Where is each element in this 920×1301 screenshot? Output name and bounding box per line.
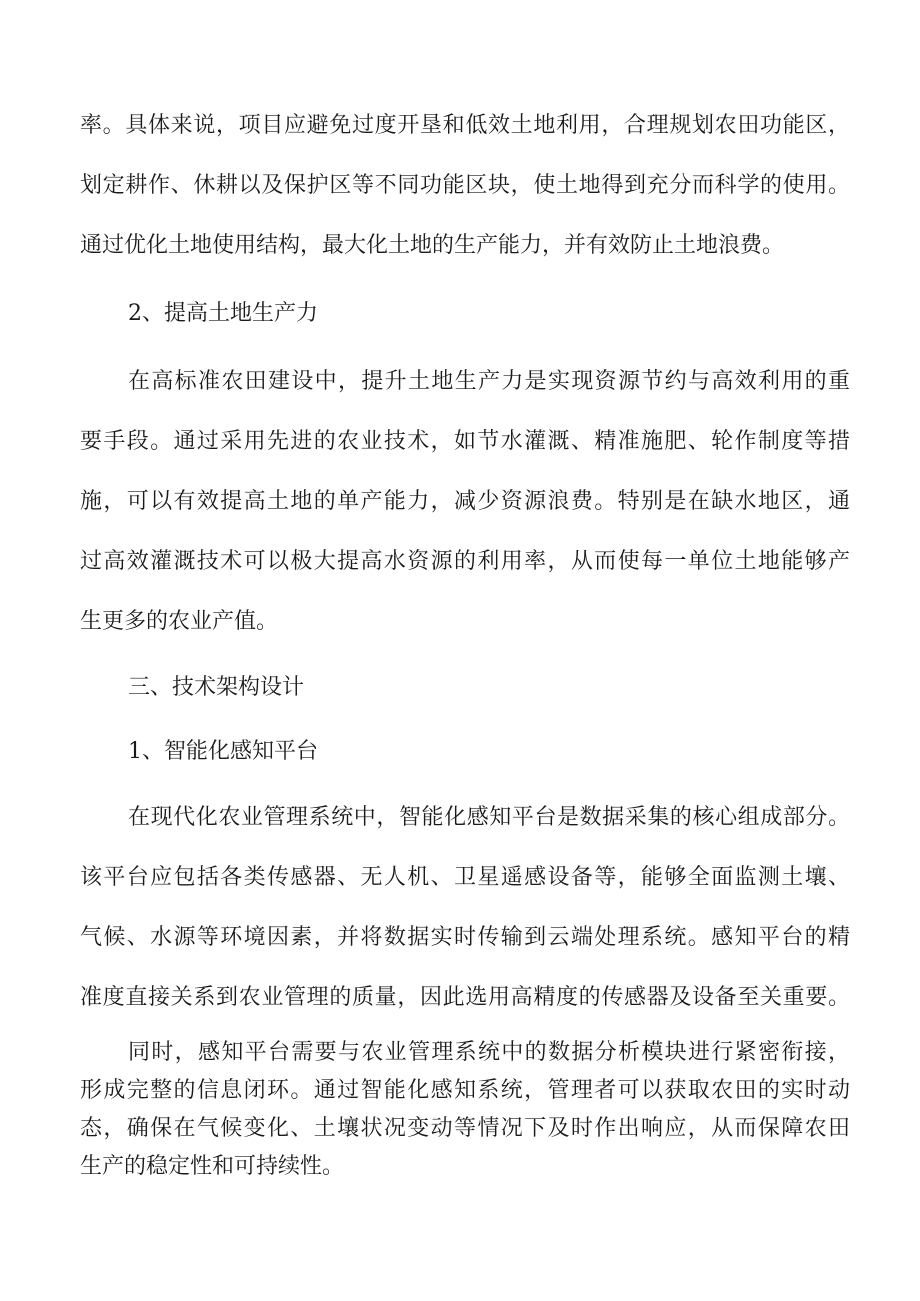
- text-line: 形成完整的信息闭环。通过智能化感知系统，管理者可以获取农田的实时动: [80, 1078, 850, 1103]
- text-line: 通过优化土地使用结构，最大化土地的生产能力，并有效防止土地浪费。: [80, 233, 785, 258]
- paragraph-land-use: [80, 96, 850, 276]
- text-line: 过高效灌溉技术可以极大提高水资源的利用率，从而使每一单位土地能够产: [80, 549, 850, 574]
- text-line: 生更多的农业产值。: [80, 609, 279, 634]
- text-line: 生产的稳定性和可持续性。: [80, 1154, 345, 1179]
- text-line: 态，确保在气候变化、土壤状况变动等情况下及时作出响应，从而保障农田: [80, 1116, 850, 1141]
- text-line: 该平台应包括各类传感器、无人机、卫星遥感设备等，能够全面监测土壤、: [80, 865, 850, 890]
- text-line: 率。具体来说，项目应避免过度开垦和低效土地利用，合理规划农田功能区，: [80, 113, 850, 138]
- text-line: 准度直接关系到农业管理的质量，因此选用高精度的传感器及设备至关重要。: [80, 985, 850, 1010]
- text-line: 气候、水源等环境因素，并将数据实时传输到云端处理系统。感知平台的精: [80, 925, 850, 950]
- heading-productivity: 2、提高土地生产力: [128, 301, 318, 326]
- paragraph-productivity: [80, 352, 850, 652]
- text-line: 在现代化农业管理系统中，智能化感知平台是数据采集的核心组成部分。: [128, 805, 850, 830]
- text-line: 施，可以有效提高土地的单产能力，减少资源浪费。特别是在缺水地区，通: [80, 489, 850, 514]
- text-line: 划定耕作、休耕以及保护区等不同功能区块，使土地得到充分而科学的使用。: [80, 173, 850, 198]
- text-line: 同时，感知平台需要与农业管理系统中的数据分析模块进行紧密衔接，: [128, 1040, 850, 1065]
- text-line: 要手段。通过采用先进的农业技术，如节水灌溉、精准施肥、轮作制度等措: [80, 429, 850, 454]
- paragraph-integration: [80, 1034, 850, 1186]
- text-line: 在高标准农田建设中，提升土地生产力是实现资源节约与高效利用的重: [128, 369, 850, 394]
- heading-sensing-platform: 1、智能化感知平台: [128, 739, 318, 764]
- document-page: [80, 96, 850, 1186]
- paragraph-sensing-platform: [80, 788, 850, 1028]
- section-title: 三、技术架构设计: [128, 675, 305, 700]
